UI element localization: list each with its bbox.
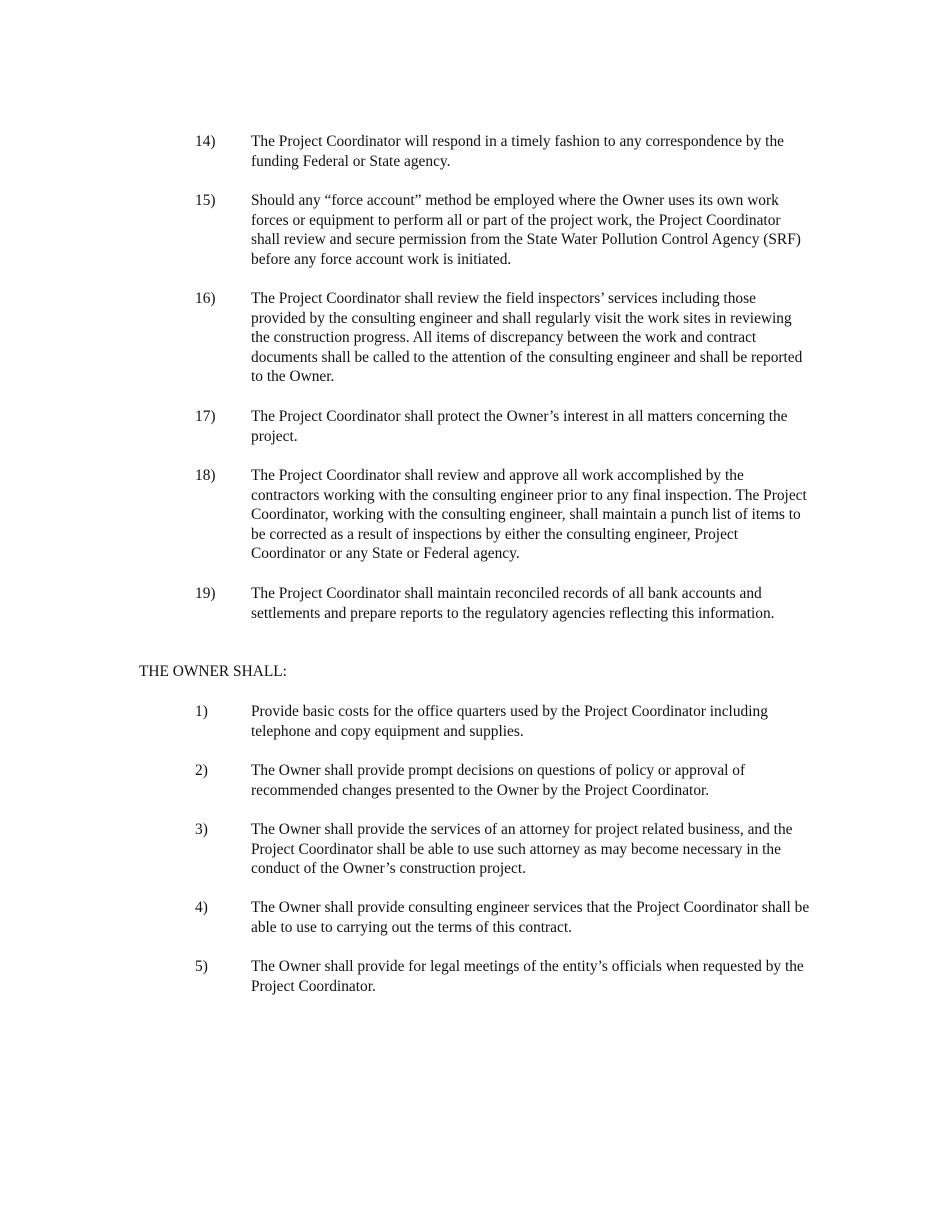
item-text: The Owner shall provide prompt decisions on questions of policy or approval of recommended changes presented to the Owner by the Project Coordinator. (251, 762, 746, 799)
list-item-17 (195, 407, 815, 446)
item-text: The Owner shall provide the services of an attorney for project related business, and the Project Coordinator shall be able to use such attorney as may become necessary in the conduct of the Owner’s construction project. (251, 821, 793, 878)
item-text: The Project Coordinator shall maintain reconciled records of all bank accounts and settlements and prepare reports to the regulatory agencies reflecting this information. (251, 585, 775, 622)
section-heading: THE OWNER SHALL: (139, 663, 287, 680)
list-item-18 (195, 466, 815, 564)
item-number: 2) (195, 762, 208, 779)
item-text: The Owner shall provide consulting engineer services that the Project Coordinator shall be able to use to carrying out the terms of this contract. (251, 899, 810, 936)
list-item-16 (195, 289, 815, 387)
owner-item-3 (195, 820, 815, 879)
owner-item-1 (195, 702, 815, 741)
owner-item-4 (195, 898, 815, 937)
list-item-19 (195, 584, 815, 623)
item-number: 1) (195, 703, 208, 720)
item-text: The Project Coordinator will respond in a timely fashion to any correspondence by the funding Federal or State agency. (251, 133, 784, 170)
item-number: 18) (195, 467, 216, 484)
owner-item-2 (195, 761, 815, 800)
list-item-15 (195, 191, 815, 269)
item-number: 5) (195, 958, 208, 975)
item-number: 16) (195, 290, 216, 307)
list-item-14 (195, 132, 815, 171)
item-number: 17) (195, 408, 216, 425)
owner-item-5 (195, 957, 815, 996)
item-text: Provide basic costs for the office quarters used by the Project Coordinator including telephone and copy equipment and supplies. (251, 703, 768, 740)
item-number: 3) (195, 821, 208, 838)
item-number: 19) (195, 585, 216, 602)
item-text: The Owner shall provide for legal meetings of the entity’s officials when requested by the Project Coordinator. (251, 958, 804, 995)
item-number: 14) (195, 133, 216, 150)
item-text: The Project Coordinator shall protect the Owner’s interest in all matters concerning the project. (251, 408, 788, 445)
item-text: The Project Coordinator shall review and approve all work accomplished by the contractors working with the consulting engineer prior to any final inspection. The Project Coordinator, working with the consulting engineer, shall maintain a punch list of items to be corrected as a result of inspections by either the consulting engineer, Project Coordinator or any State or Federal agency. (251, 467, 807, 563)
item-text: The Project Coordinator shall review the field inspectors’ services including those provided by the consulting engineer and shall regularly visit the work sites in reviewing the construction progress. All items of discrepancy between the work and contract documents shall be called to the attention of the consulting engineer and shall be reported to the Owner. (251, 290, 803, 386)
item-number: 15) (195, 192, 216, 209)
item-number: 4) (195, 899, 208, 916)
item-text: Should any “force account” method be employed where the Owner uses its own work forces or equipment to perform all or part of the project work, the Project Coordinator shall review and secure permission from the State Water Pollution Control Agency (SRF) before any force account work is initiated. (251, 192, 801, 268)
